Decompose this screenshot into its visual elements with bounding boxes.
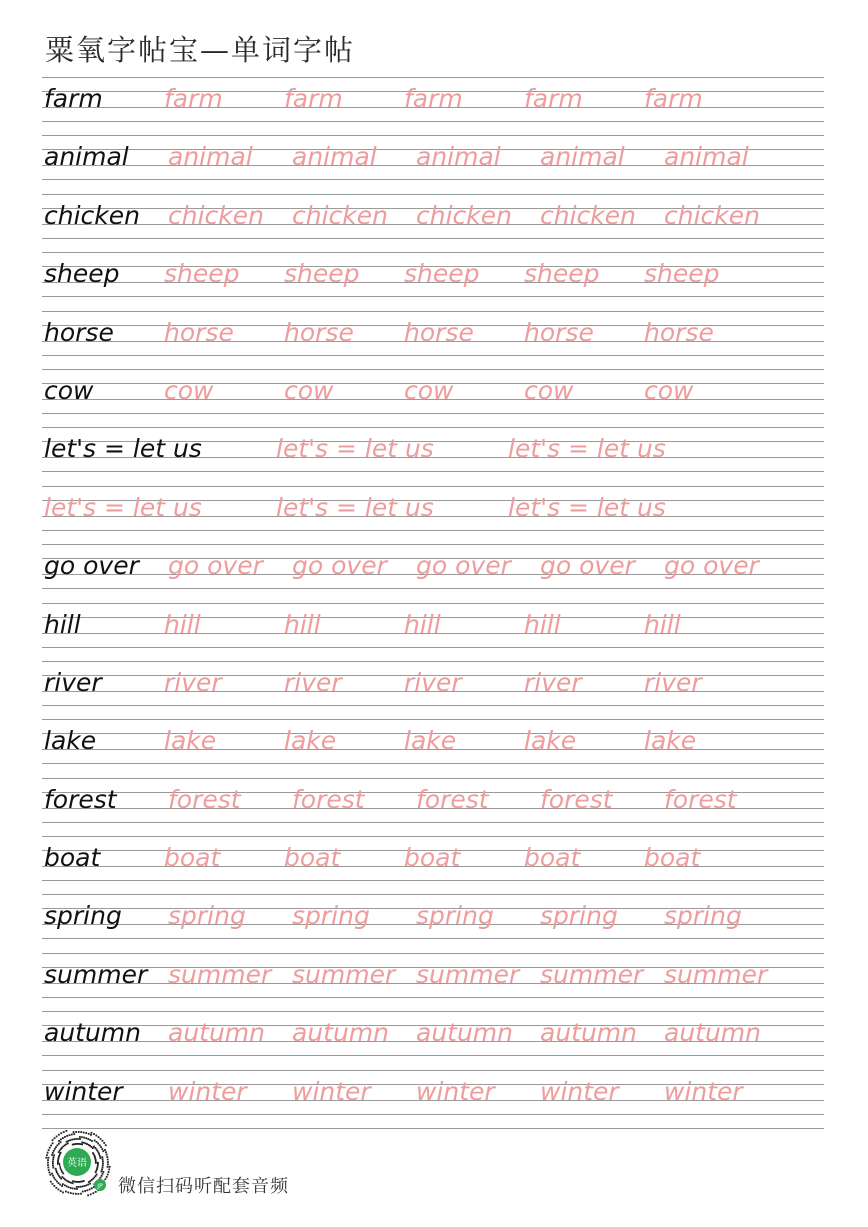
trace-word: cow <box>164 375 214 405</box>
trace-word: animal <box>540 142 625 172</box>
trace-word: boat <box>284 843 341 873</box>
model-word: winter <box>44 1076 123 1106</box>
guide-line <box>42 77 824 78</box>
trace-word: horse <box>164 317 234 347</box>
trace-word: forest <box>292 784 365 814</box>
trace-word: lake <box>164 726 217 756</box>
trace-word: winter <box>292 1076 371 1106</box>
guide-line <box>42 1128 824 1129</box>
practice-row <box>42 369 824 427</box>
copybook-sheet <box>42 77 824 1129</box>
model-word: spring <box>44 901 122 931</box>
practice-row <box>42 135 824 193</box>
trace-word: hill <box>644 609 681 639</box>
guide-line <box>42 997 824 998</box>
guide-line <box>42 661 824 662</box>
practice-row <box>42 953 824 1011</box>
guide-line <box>42 822 824 823</box>
trace-word: spring <box>540 901 618 931</box>
trace-word: let's = let us <box>508 492 666 522</box>
trace-word: boat <box>644 843 701 873</box>
guide-line <box>42 296 824 297</box>
practice-row <box>42 1011 824 1069</box>
trace-word: autumn <box>168 1018 266 1048</box>
trace-word: horse <box>524 317 594 347</box>
trace-word: forest <box>664 784 737 814</box>
trace-word: farm <box>524 84 583 113</box>
trace-word: forest <box>416 784 489 814</box>
trace-word: go over <box>540 551 635 581</box>
trace-word: boat <box>164 843 221 873</box>
guide-line <box>42 194 824 195</box>
model-word: boat <box>44 843 101 873</box>
trace-word: let's = let us <box>508 434 666 464</box>
trace-word: summer <box>292 959 396 989</box>
trace-word: summer <box>664 959 768 989</box>
trace-word: spring <box>292 901 370 931</box>
trace-word: cow <box>524 375 574 405</box>
practice-row <box>42 544 824 602</box>
trace-word: chicken <box>168 200 264 230</box>
guide-line <box>42 1055 824 1056</box>
trace-word: farm <box>644 84 703 113</box>
guide-line <box>42 413 824 414</box>
trace-word: hill <box>404 609 441 639</box>
trace-word: river <box>524 667 582 697</box>
guide-line <box>42 603 824 604</box>
trace-word: sheep <box>164 259 240 289</box>
model-word: forest <box>44 784 117 814</box>
trace-word: river <box>404 667 462 697</box>
page-title: 粟氧字帖宝—单词字帖 <box>45 33 356 67</box>
guide-line <box>42 121 824 122</box>
guide-line <box>42 544 824 545</box>
trace-word: river <box>284 667 342 697</box>
trace-word: boat <box>404 843 461 873</box>
model-word: lake <box>44 726 97 756</box>
trace-word: winter <box>416 1076 495 1106</box>
guide-line <box>42 355 824 356</box>
trace-word: let's = let us <box>276 434 434 464</box>
trace-word: lake <box>524 726 577 756</box>
trace-word: sheep <box>404 259 480 289</box>
model-word: summer <box>44 959 148 989</box>
trace-word: go over <box>664 551 759 581</box>
practice-row <box>42 486 824 544</box>
trace-word: horse <box>644 317 714 347</box>
practice-row <box>42 311 824 369</box>
trace-word: boat <box>524 843 581 873</box>
guide-line <box>42 880 824 881</box>
practice-row <box>42 719 824 777</box>
model-word: sheep <box>44 259 120 289</box>
trace-word: cow <box>404 375 454 405</box>
trace-word: river <box>644 667 702 697</box>
trace-word: hill <box>164 609 201 639</box>
trace-word: summer <box>168 959 272 989</box>
trace-word: farm <box>284 84 343 113</box>
audio-caption: 微信扫码听配套音频 <box>118 1176 289 1197</box>
trace-word: hill <box>284 609 321 639</box>
practice-row <box>42 836 824 894</box>
trace-word: sheep <box>284 259 360 289</box>
model-word: go over <box>44 551 139 581</box>
model-word: let's = let us <box>44 434 202 464</box>
trace-word: hill <box>524 609 561 639</box>
practice-row <box>42 427 824 485</box>
trace-word: summer <box>416 959 520 989</box>
qr-code-icon <box>42 1127 112 1197</box>
trace-word: animal <box>168 142 253 172</box>
model-word: horse <box>44 317 114 347</box>
trace-word: go over <box>416 551 511 581</box>
trace-word: spring <box>416 901 494 931</box>
trace-word: farm <box>404 84 463 113</box>
guide-line <box>42 953 824 954</box>
trace-word: winter <box>664 1076 743 1106</box>
trace-word: animal <box>664 142 749 172</box>
guide-line <box>42 1070 824 1071</box>
trace-word: go over <box>292 551 387 581</box>
guide-line <box>42 836 824 837</box>
trace-word: winter <box>168 1076 247 1106</box>
guide-line <box>42 894 824 895</box>
logo-badge: JP <box>97 1183 103 1190</box>
guide-line <box>42 647 824 648</box>
trace-word: let's = let us <box>44 492 202 522</box>
trace-word: cow <box>644 375 694 405</box>
practice-row <box>42 1070 824 1128</box>
guide-line <box>42 486 824 487</box>
practice-row <box>42 894 824 952</box>
trace-word: cow <box>284 375 334 405</box>
guide-line <box>42 705 824 706</box>
trace-word: lake <box>644 726 697 756</box>
trace-word: go over <box>168 551 263 581</box>
trace-word: sheep <box>524 259 600 289</box>
trace-word: spring <box>168 901 246 931</box>
model-word: animal <box>44 142 129 172</box>
trace-word: forest <box>540 784 613 814</box>
trace-word: summer <box>540 959 644 989</box>
trace-word: river <box>164 667 222 697</box>
guide-line <box>42 588 824 589</box>
guide-line <box>42 778 824 779</box>
guide-line <box>42 763 824 764</box>
guide-line <box>42 179 824 180</box>
practice-row <box>42 603 824 661</box>
trace-word: autumn <box>664 1018 762 1048</box>
logo-text: 英语 <box>67 1158 87 1169</box>
trace-word: chicken <box>664 200 760 230</box>
trace-word: let's = let us <box>276 492 434 522</box>
guide-line <box>42 252 824 253</box>
trace-word: autumn <box>540 1018 638 1048</box>
trace-word: animal <box>416 142 501 172</box>
guide-line <box>42 471 824 472</box>
trace-word: lake <box>404 726 457 756</box>
guide-line <box>42 238 824 239</box>
trace-word: winter <box>540 1076 619 1106</box>
trace-word: forest <box>168 784 241 814</box>
trace-word: horse <box>284 317 354 347</box>
guide-line <box>42 719 824 720</box>
guide-line <box>42 1114 824 1115</box>
guide-line <box>42 530 824 531</box>
model-word: hill <box>44 609 81 639</box>
trace-word: chicken <box>540 200 636 230</box>
trace-word: animal <box>292 142 377 172</box>
practice-row <box>42 194 824 252</box>
model-word: farm <box>44 84 103 113</box>
trace-word: sheep <box>644 259 720 289</box>
trace-word: lake <box>284 726 337 756</box>
model-word: river <box>44 667 102 697</box>
trace-word: chicken <box>416 200 512 230</box>
guide-line <box>42 1011 824 1012</box>
model-word: autumn <box>44 1018 142 1048</box>
practice-row <box>42 778 824 836</box>
guide-line <box>42 311 824 312</box>
trace-word: chicken <box>292 200 388 230</box>
trace-word: farm <box>164 84 223 113</box>
guide-line <box>42 938 824 939</box>
trace-word: spring <box>664 901 742 931</box>
guide-line <box>42 135 824 136</box>
guide-line <box>42 369 824 370</box>
model-word: chicken <box>44 200 140 230</box>
practice-row <box>42 77 824 135</box>
practice-row <box>42 661 824 719</box>
practice-row <box>42 252 824 310</box>
trace-word: autumn <box>292 1018 390 1048</box>
model-word: cow <box>44 375 94 405</box>
trace-word: autumn <box>416 1018 514 1048</box>
trace-word: horse <box>404 317 474 347</box>
guide-line <box>42 427 824 428</box>
